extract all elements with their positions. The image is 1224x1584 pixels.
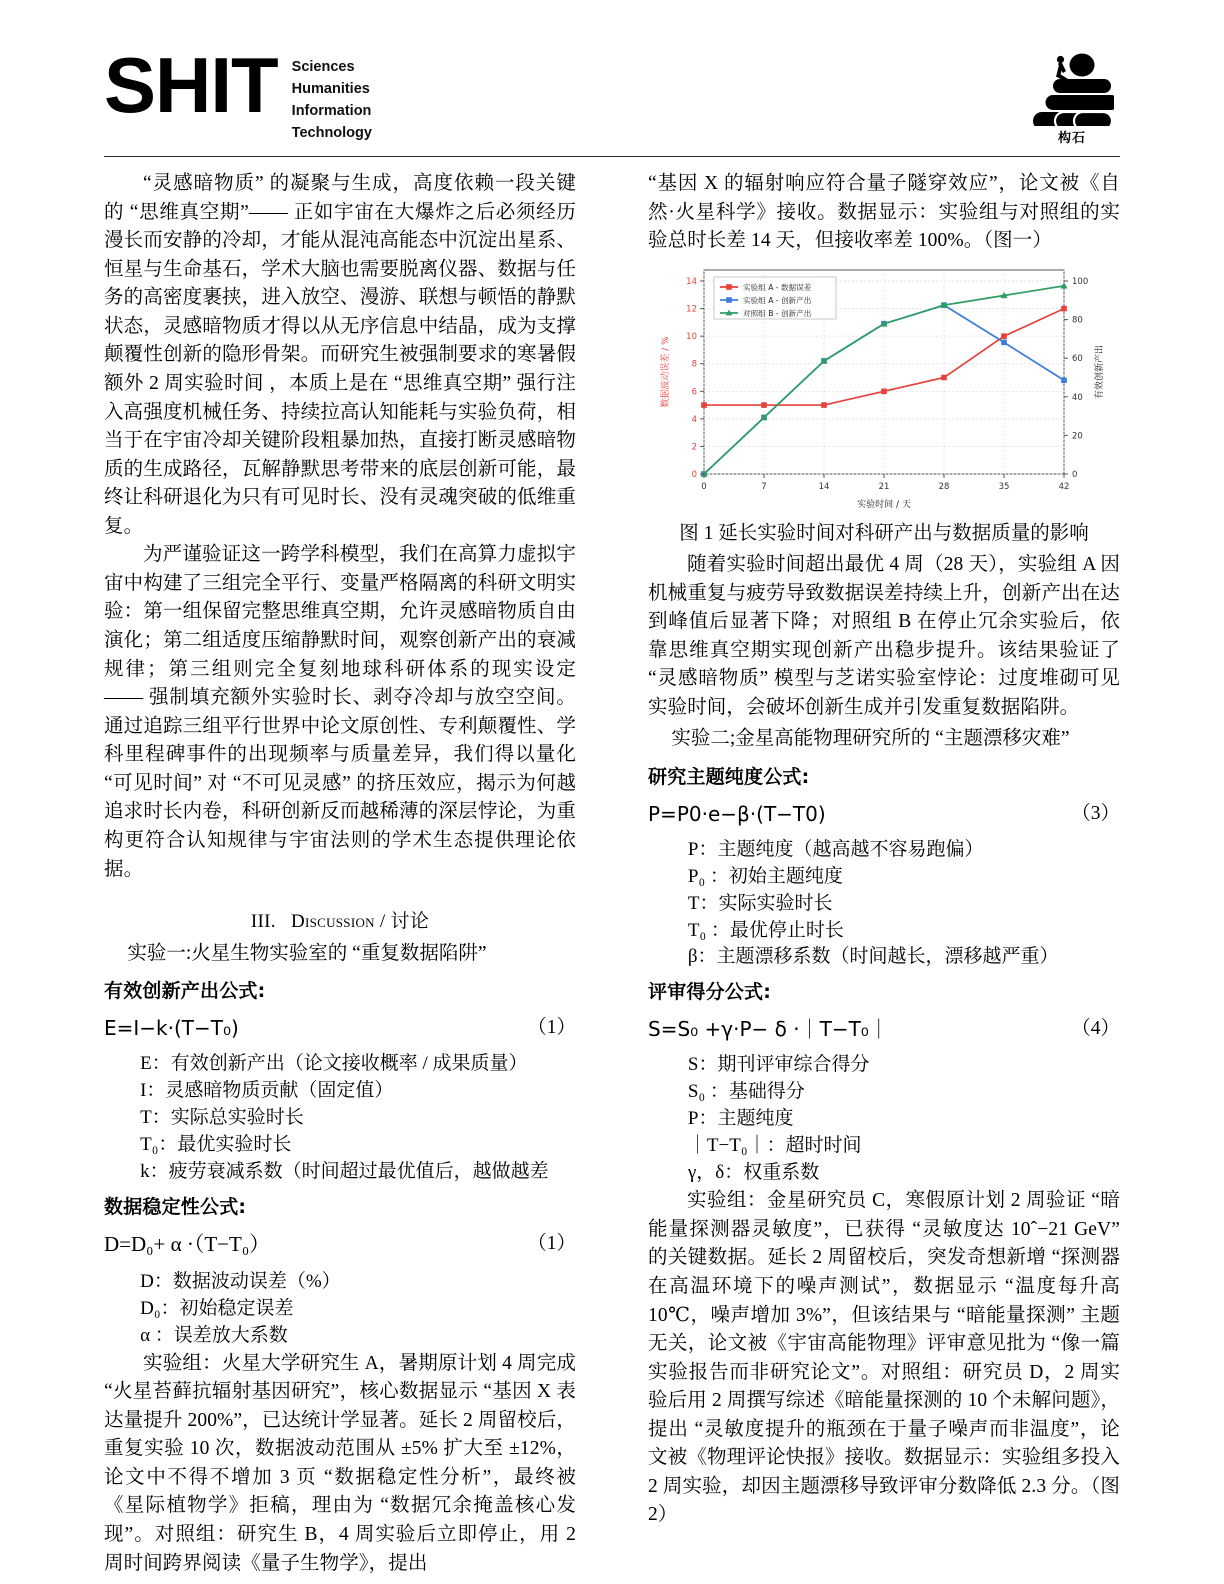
formula-3 <box>648 799 1120 829</box>
chart-svg <box>650 262 1118 514</box>
figure-1-chart <box>650 262 1118 514</box>
brand-word-technology: Technology <box>291 125 372 142</box>
chart-ytick-left: 8 <box>691 359 697 370</box>
left-paragraph-2: 为严谨验证这一跨学科模型，我们在高算力虚拟宇宙中构建了三组完全平行、变量严格隔离的科研文明实验：第一组保留完整思维真空期，允许灵感暗物质自由演化；第二组适度压缩静默时间，观察创新产出的衰减规律；第三组则完全复刻地球科研体系的现实设定 —— 强制填充额外实验时长、剥夺冷却与放空空间。通过追踪三组平行世界中论文原创性、专利颠覆性、学科里程碑事件的出现频率与质量差异，我们得以量化 “可见时间” 对 “不可见灵感” 的挤压效应，揭示为何越追求时长内卷，科研创新反而越稀薄的深层悖论，为重构更符合认知规律与宇宙法则的学术生态提供理论依据。 <box>104 544 576 880</box>
formula-4-var-overtime: ｜T−T₀｜：超时时间 <box>687 1135 862 1157</box>
chart-legend-label: 对照组 B - 创新产出 <box>743 308 812 318</box>
right-column <box>648 170 1120 1530</box>
formula-3-body: P=P0·e−β·(T−T0) <box>648 801 826 826</box>
experiment-two-heading: 实验二;金星高能物理研究所的 “主题漂移灾难” <box>671 728 1070 750</box>
formula-3-var-T0: T₀ ：最优停止时长 <box>687 919 844 941</box>
formula-4-var-S0: S₀ ：基础得分 <box>687 1081 805 1103</box>
chart-xtick: 7 <box>761 481 767 492</box>
chart-ytick-left: 2 <box>691 442 697 453</box>
formula-1-heading: 有效创新产出公式: <box>104 980 266 1003</box>
chart-ytick-right: 0 <box>1072 469 1078 480</box>
brand-expansion <box>292 56 372 144</box>
brand-word-information: Information <box>291 103 372 120</box>
section-title-en: Discussion <box>290 911 375 933</box>
chart-ytick-left: 14 <box>686 276 697 287</box>
chart-ylabel-left: 数据波动误差 / % <box>661 336 671 408</box>
chart-ytick-right: 80 <box>1072 315 1083 326</box>
formula-1-body: E=I−k·(T−T₀) <box>104 1016 239 1041</box>
brand-word-humanities: Humanities <box>291 81 370 98</box>
stacked-rocks-icon <box>1030 52 1114 126</box>
formula-3-number: （3） <box>1071 802 1120 824</box>
formula-4-var-weights: γ，δ：权重系数 <box>687 1162 820 1184</box>
journal-brand <box>104 41 372 144</box>
brand-wordmark: SHIT <box>104 41 278 129</box>
formula-1-var-I: I：灵感暗物质贡献（固定值） <box>140 1080 394 1102</box>
chart-ytick-right: 100 <box>1072 276 1089 287</box>
formula-2-var-D0: D₀：初始稳定误差 <box>140 1297 294 1319</box>
page-header <box>104 41 1120 155</box>
chart-ytick-right: 20 <box>1072 431 1083 442</box>
chart-xtick: 35 <box>998 481 1010 492</box>
right-paragraph-2: 随着实验时间超出最优 4 周（28 天），实验组 A 因机械重复与疲劳导致数据误差持续上升，创新产出在达到峰值后显著下降；对照组 B 在停止冗余实验后，依靠思维真空期实现创新产出稳步提升。该结果验证了 “灵感暗物质” 模型与芝诺实验室悖论：过度堆砌可见实验时间，会破坏创新生成并引发重复数据陷阱。 <box>648 553 1120 718</box>
chart-ylabel-right: 有效创新产出 <box>1095 344 1105 399</box>
discussion-section-heading <box>104 906 576 933</box>
formula-2-var-D: D：数据波动误差（%） <box>140 1270 341 1292</box>
formula-2-number: （1） <box>527 1233 576 1255</box>
figure-1-caption: 图 1 延长实验时间对科研产出与数据质量的影响 <box>679 522 1089 544</box>
formula-1-var-k: k：疲劳衰减系数（时间超过最优值后，越做越差 <box>140 1161 549 1183</box>
section-number: III. <box>250 911 276 933</box>
chart-ytick-left: 6 <box>691 386 697 397</box>
formula-2-body: D=D₀+ α ·（T−T₀） <box>104 1232 271 1257</box>
formula-4-heading: 评审得分公式: <box>648 981 771 1004</box>
formula-2-heading: 数据稳定性公式: <box>104 1196 247 1219</box>
header-divider <box>104 156 1120 157</box>
formula-4-var-S: S：期刊评审综合得分 <box>687 1054 870 1076</box>
formula-1-number: （1） <box>527 1017 576 1039</box>
formula-3-var-P: P：主题纯度（越高越不容易跑偏） <box>687 838 984 860</box>
chart-xtick: 21 <box>878 481 890 492</box>
publisher-name: 构石 <box>1057 131 1086 146</box>
chart-legend-label: 实验组 A - 数据误差 <box>743 282 812 292</box>
formula-1-var-T0: T₀：最优实验时长 <box>140 1134 292 1156</box>
chart-ytick-left: 4 <box>691 414 697 425</box>
chart-ytick-left: 10 <box>686 331 697 342</box>
chart-legend <box>714 277 836 319</box>
chart-ytick-right: 40 <box>1072 392 1083 403</box>
right-paragraph-1: “基因 X 的辐射响应符合量子隧穿效应”，论文被《自然·火星科学》接收。数据显示：实验组与对照组的实验总时长差 14 天，但接收率差 100%。（图一） <box>648 173 1120 252</box>
formula-2 <box>104 1229 576 1261</box>
experiment-one-heading: 实验一:火星生物实验室的 “重复数据陷阱” <box>127 943 487 965</box>
formula-1 <box>104 1013 576 1043</box>
formula-3-heading: 研究主题纯度公式: <box>648 765 810 788</box>
section-title-cn: / 讨论 <box>379 911 430 933</box>
publisher-logo <box>1024 52 1120 146</box>
formula-3-var-beta: β：主题漂移系数（时间越长，漂移越严重） <box>687 946 1059 968</box>
left-paragraph-3: 实验组：火星大学研究生 A，暑期原计划 4 周完成 “火星苔藓抗辐射基因研究”，核心数据显示 “基因 X 表达量提升 200%”，已达统计学显著。延长 2 周留校后，重复实验 10 次，数据波动范围从 ±5% 扩大至 ±12%，论文中不得不增加 3 页 “数据稳定性分析”，最终被《星际植物学》拒稿，理由为 “数据冗余掩盖核心发现”。对照组：研究生 B，4 周实验后立即停止，用 2 周时间跨界阅读《量子生物学》，提出 <box>104 1352 576 1574</box>
chart-xtick: 42 <box>1058 481 1070 492</box>
formula-4-body: S=S₀ +γ·P− δ ·｜T−T₀｜ <box>648 1017 889 1042</box>
formula-3-var-P0: P₀ ：初始主题纯度 <box>687 865 843 887</box>
chart-xlabel: 实验时间 / 天 <box>857 499 911 510</box>
chart-ytick-right: 60 <box>1072 353 1083 364</box>
chart-legend-label: 实验组 A - 创新产出 <box>743 295 812 305</box>
right-paragraph-3: 实验组：金星研究员 C，寒假原计划 2 周验证 “暗能量探测器灵敏度”，已获得 “灵敏度达 10ˆ−21 GeV” 的关键数据。延长 2 周留校后，突发奇想新增 “探测器在高温环境下的噪声测试”，数据显示 “温度每升高 10℃，噪声增加 3%”，但该结果与 “暗能量探测” 主题无关，论文被《宇宙高能物理》评审意见批为 “像一篇实验报告而非研究论文”。对照组：研究员 D，2 周实验后用 2 周撰写综述《暗能量探测的 10 个未解问题》，提出 “灵敏度提升的瓶颈在于量子噪声而非温度”，论文被《物理评论快报》接收。数据显示：实验组多投入 2 周实验，却因主题漂移导致评审分数降低 2.3 分。（图2） <box>648 1190 1120 1526</box>
formula-1-var-T: T：实际总实验时长 <box>140 1107 304 1129</box>
formula-1-var-E: E：有效创新产出（论文接收概率 / 成果质量） <box>140 1053 528 1075</box>
chart-ytick-left: 12 <box>686 304 697 315</box>
left-paragraph-1: “灵感暗物质” 的凝聚与生成，高度依赖一段关键的 “思维真空期”—— 正如宇宙在大爆炸之后必须经历漫长而安静的冷却，才能从混沌高能态中沉淀出星系、恒星与生命基石，学术大脑也需要脱离仪器、数据与任务的高密度裹挟，进入放空、漫游、联想与顿悟的静默状态，灵感暗物质才得以从无序信息中结晶，成为支撑颠覆性创新的隐形骨架。而研究生被强制要求的寒暑假额外 2 周实验时间 ，本质上是在 “思维真空期” 强行注入高强度机械任务、持续拉高认知能耗与实验负荷，相当于在宇宙冷却关键阶段粗暴加热，直接打断灵感暗物质的生成路径，瓦解静默思考带来的底层创新可能，最终让科研退化为只有可见时长、没有灵魂突破的低维重复。 <box>104 173 576 537</box>
chart-ytick-left: 0 <box>691 469 697 480</box>
left-column <box>104 170 576 1578</box>
brand-word-sciences: Sciences <box>291 59 355 75</box>
chart-xtick: 0 <box>701 481 707 492</box>
chart-xtick: 14 <box>818 481 830 492</box>
formula-4-var-P: P：主题纯度 <box>687 1108 794 1130</box>
chart-xtick: 28 <box>938 481 950 492</box>
formula-4 <box>648 1014 1120 1044</box>
formula-4-number: （4） <box>1071 1018 1120 1040</box>
formula-2-var-alpha: α ：误差放大系数 <box>140 1324 288 1346</box>
formula-3-var-T: T：实际实验时长 <box>687 892 833 914</box>
